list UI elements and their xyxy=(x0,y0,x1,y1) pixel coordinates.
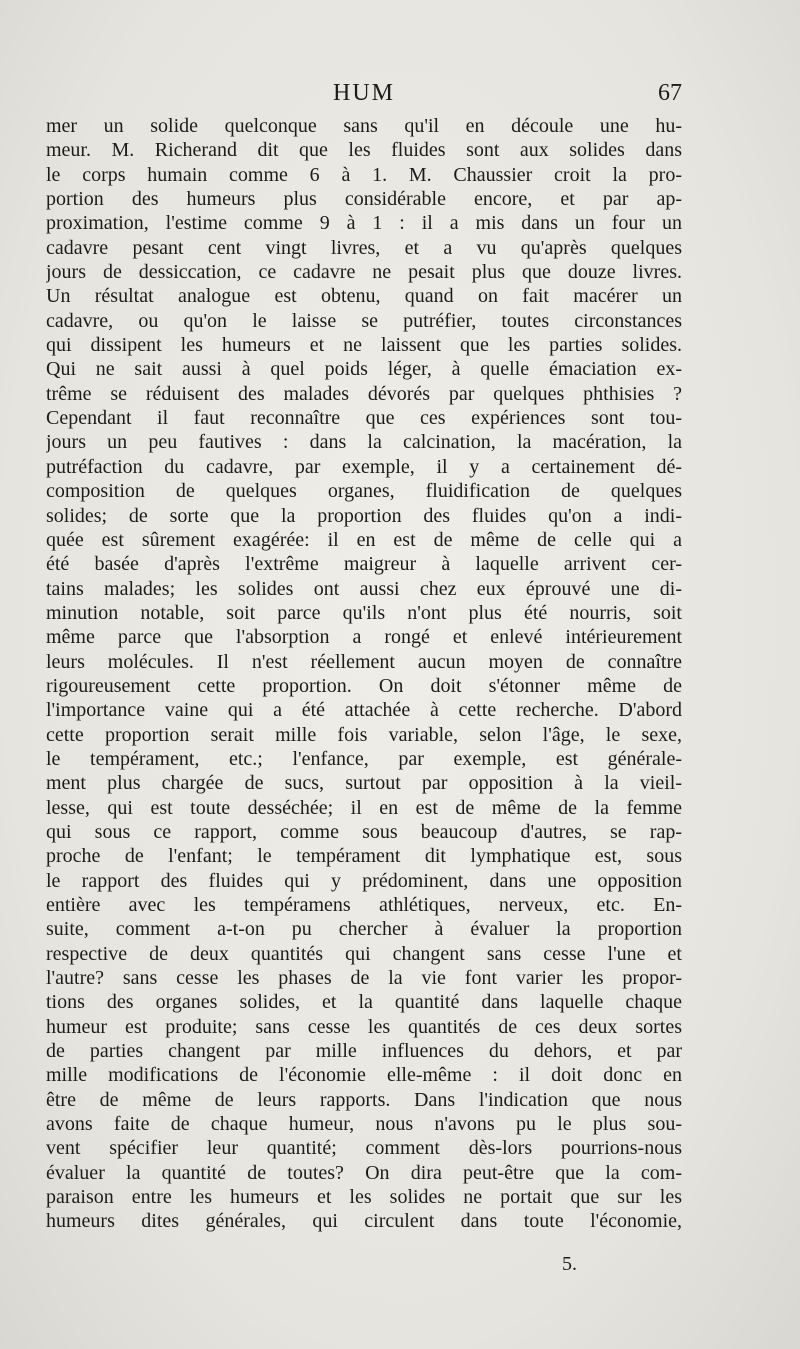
text-line: portion des humeurs plus considérable encore, et par ap- xyxy=(46,188,682,211)
text-line: évaluer la quantité de toutes? On dira peut-être que la com- xyxy=(46,1161,682,1184)
text-line: Cependant il faut reconnaître que ces expériences sont tou- xyxy=(46,407,682,430)
text-line: rigoureusement cette proportion. On doit s'étonner même de xyxy=(46,674,682,697)
text-line: tions des organes solides, et la quantité dans laquelle chaque xyxy=(46,991,682,1014)
text-line: qui sous ce rapport, comme sous beaucoup d'autres, se rap- xyxy=(46,820,682,843)
running-head: HUM xyxy=(332,80,395,106)
text-line: meur. M. Richerand dit que les fluides sont aux solides dans xyxy=(46,139,682,162)
text-line: le rapport des fluides qui y prédominent, dans une opposition xyxy=(46,869,682,892)
text-line: jours de dessiccation, ce cadavre ne pesait plus que douze livres. xyxy=(46,261,682,284)
text-line: même parce que l'absorption a rongé et enlevé intérieurement xyxy=(46,626,682,649)
text-line: vent spécifier leur quantité; comment dès-lors pourrions-nous xyxy=(46,1137,682,1160)
text-line: être de même de leurs rapports. Dans l'indication que nous xyxy=(46,1088,682,1111)
text-line: entière avec les tempéramens athlétiques, nerveux, etc. En- xyxy=(46,894,682,916)
text-line: ment plus chargée de sucs, surtout par opposition à la vieil- xyxy=(46,772,682,795)
text-line: respective de deux quantités qui changent sans cesse l'une et xyxy=(46,942,682,965)
text-line: été basée d'après l'extrême maigreur à laquelle arrivent cer- xyxy=(46,553,682,576)
text-line: le tempérament, etc.; l'enfance, par exemple, est générale- xyxy=(46,747,682,770)
text-line: qui dissipent les humeurs et ne laissent que les parties solides. xyxy=(46,334,682,357)
signature-mark: 5. xyxy=(562,1253,577,1275)
text-line: trême se réduisent des malades dévorés par quelques phthisies ? xyxy=(46,382,682,405)
text-line: proche de l'enfant; le tempérament dit lymphatique est, sous xyxy=(46,845,682,868)
text-line: putréfaction du cadavre, par exemple, il y a certainement dé- xyxy=(46,455,682,478)
page-number: 67 xyxy=(658,80,682,106)
text-line: l'autre? sans cesse les phases de la vie font varier les propor- xyxy=(46,967,682,990)
text-line: composition de quelques organes, fluidification de quelques xyxy=(46,480,682,503)
text-line: avons faite de chaque humeur, nous n'avons pu le plus sou- xyxy=(46,1113,682,1136)
text-line: humeurs dites générales, qui circulent dans toute l'économie, xyxy=(46,1210,682,1233)
text-line: mille modifications de l'économie elle-même : il doit donc en xyxy=(46,1064,682,1087)
text-line: Qui ne sait aussi à quel poids léger, à quelle émaciation ex- xyxy=(46,358,682,381)
text-line: leurs molécules. Il n'est réellement aucun moyen de connaître xyxy=(46,650,682,673)
text-line: le corps humain comme 6 à 1. M. Chaussier croit la pro- xyxy=(46,163,682,186)
text-line: tains malades; les solides ont aussi chez eux éprouvé une di- xyxy=(46,577,682,600)
text-line: Un résultat analogue est obtenu, quand on fait macérer un xyxy=(46,285,682,308)
text-line: paraison entre les humeurs et les solides ne portait que sur les xyxy=(46,1186,682,1209)
text-line: mer un solide quelconque sans qu'il en découle une hu- xyxy=(46,115,682,137)
text-line: lesse, qui est toute desséchée; il en est de même de la femme xyxy=(46,796,682,819)
page-header xyxy=(46,80,682,112)
text-line: quée est sûrement exagérée: il en est de même de celle qui a xyxy=(46,528,682,551)
text-line: l'importance vaine qui a été attachée à cette recherche. D'abord xyxy=(46,699,682,722)
text-line: solides; de sorte que la proportion des fluides qu'on a indi- xyxy=(46,504,682,527)
text-line: jours un peu fautives : dans la calcination, la macération, la xyxy=(46,431,682,454)
text-line: de parties changent par mille influences du dehors, et par xyxy=(46,1040,682,1063)
body-text xyxy=(46,114,682,1234)
text-line: humeur est produite; sans cesse les quantités de ces deux sortes xyxy=(46,1015,682,1038)
text-line: cadavre pesant cent vingt livres, et a vu qu'après quelques xyxy=(46,236,682,259)
text-line: proximation, l'estime comme 9 à 1 : il a mis dans un four un xyxy=(46,212,682,235)
text-line: cette proportion serait mille fois variable, selon l'âge, le sexe, xyxy=(46,723,682,746)
text-line: suite, comment a-t-on pu chercher à évaluer la proportion xyxy=(46,918,682,941)
text-line: minution notable, soit parce qu'ils n'ont plus été nourris, soit xyxy=(46,601,682,624)
text-line: cadavre, ou qu'on le laisse se putréfier, toutes circonstances xyxy=(46,309,682,332)
